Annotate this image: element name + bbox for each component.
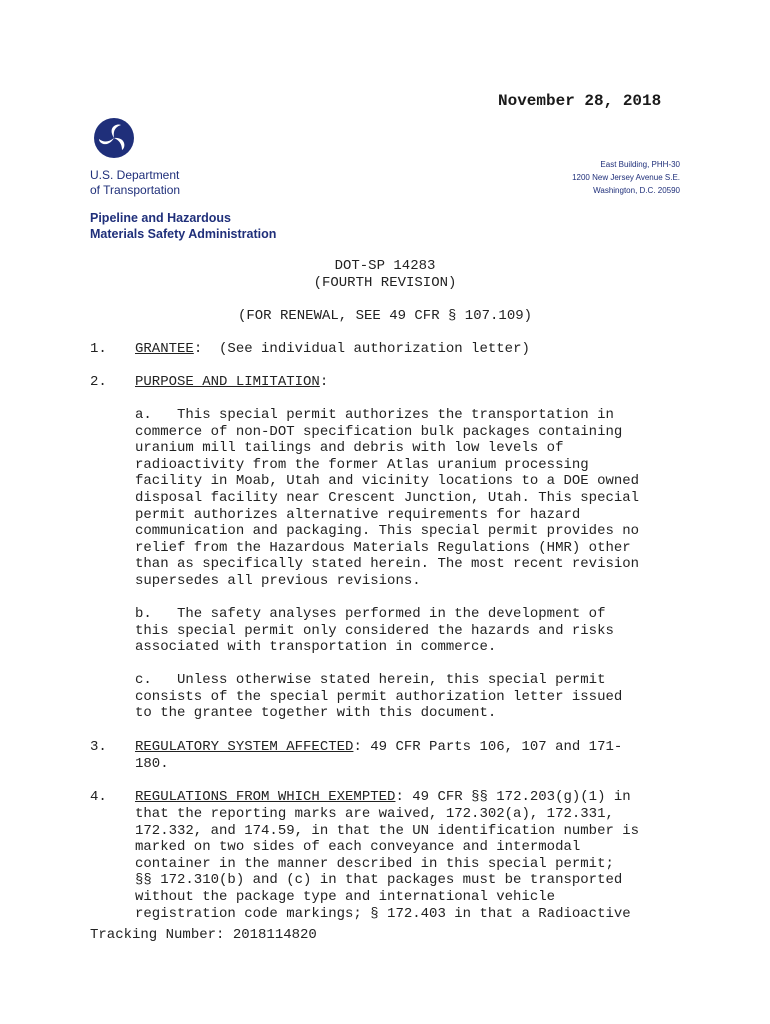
section-4-number: 4. — [90, 789, 107, 805]
revision-label: (FOURTH REVISION) — [313, 275, 457, 291]
section-3-number: 3. — [90, 739, 107, 755]
section-1-number: 1. — [90, 341, 107, 357]
section-2-heading: PURPOSE AND LIMITATION — [135, 374, 320, 390]
paragraph-b: b. The safety analyses performed in the development of this special permit only considered the hazards and risks associated with transportation in commerce. — [135, 606, 614, 656]
office-address — [520, 158, 680, 197]
department-line-1: U.S. Department — [90, 168, 180, 182]
section-3-text: : 49 CFR Parts 106, 107 and 171- — [353, 739, 623, 755]
section-4-text: : 49 CFR §§ 172.203(g)(1) in — [395, 789, 631, 805]
paragraph-a: a. This special permit authorizes the transportation in commerce of non-DOT specification bulk packages containing uranium mill tailings and debris with low levels of radioactivity from the former Atlas uranium processing facility in Moab, Utah and vicinity locations to a DOE owned disposal facility near Crescent Junction, Utah. This special permit authorizes alternative requirements for hazard communication and packaging. This special permit provides no relief from the Hazardous Materials Regulations (HMR) other than as specifically stated herein. The most recent revision supersedes all previous revisions. — [135, 407, 640, 589]
section-4 — [135, 789, 631, 806]
administration-line-2: Materials Safety Administration — [90, 226, 277, 241]
address-line-2: 1200 New Jersey Avenue S.E. — [572, 173, 680, 182]
section-1-heading: GRANTEE — [135, 341, 194, 357]
section-1-text: : (See individual authorization letter) — [193, 341, 530, 357]
section-2 — [135, 374, 328, 391]
document-date: November 28, 2018 — [498, 92, 662, 110]
administration-name — [90, 211, 276, 242]
section-3-line-2: 180. — [135, 756, 169, 772]
doc-number: DOT-SP 14283 — [334, 258, 436, 274]
section-3 — [135, 739, 622, 756]
section-4-heading: REGULATIONS FROM WHICH EXEMPTED — [135, 789, 396, 805]
address-line-3: Washington, D.C. 20590 — [593, 186, 680, 195]
section-1 — [135, 341, 530, 358]
renewal-note: (FOR RENEWAL, SEE 49 CFR § 107.109) — [237, 308, 533, 324]
department-name — [90, 168, 180, 197]
section-2-text: : — [319, 374, 329, 390]
tracking-number: Tracking Number: 2018114820 — [90, 927, 317, 943]
section-3-heading: REGULATORY SYSTEM AFFECTED — [135, 739, 354, 755]
administration-line-1: Pipeline and Hazardous — [90, 211, 232, 225]
section-4-body: that the reporting marks are waived, 172.302(a), 172.331, 172.332, and 174.59, in that the UN identification number is marked on two sides of each conveyance and intermodal container in the manner described in this special permit; §§ 172.310(b) and (c) in that packages must be transported without the package type and international vehicle registration code markings; § 172.403 in that a Radioactive — [135, 806, 640, 922]
address-line-1: East Building, PHH-30 — [600, 160, 680, 169]
section-2-number: 2. — [90, 374, 107, 390]
dot-triskelion-logo — [93, 117, 135, 159]
paragraph-c: c. Unless otherwise stated herein, this special permit consists of the special permit authorization letter issued to the grantee together with this document. — [135, 672, 623, 722]
department-line-2: of Transportation — [90, 182, 181, 197]
